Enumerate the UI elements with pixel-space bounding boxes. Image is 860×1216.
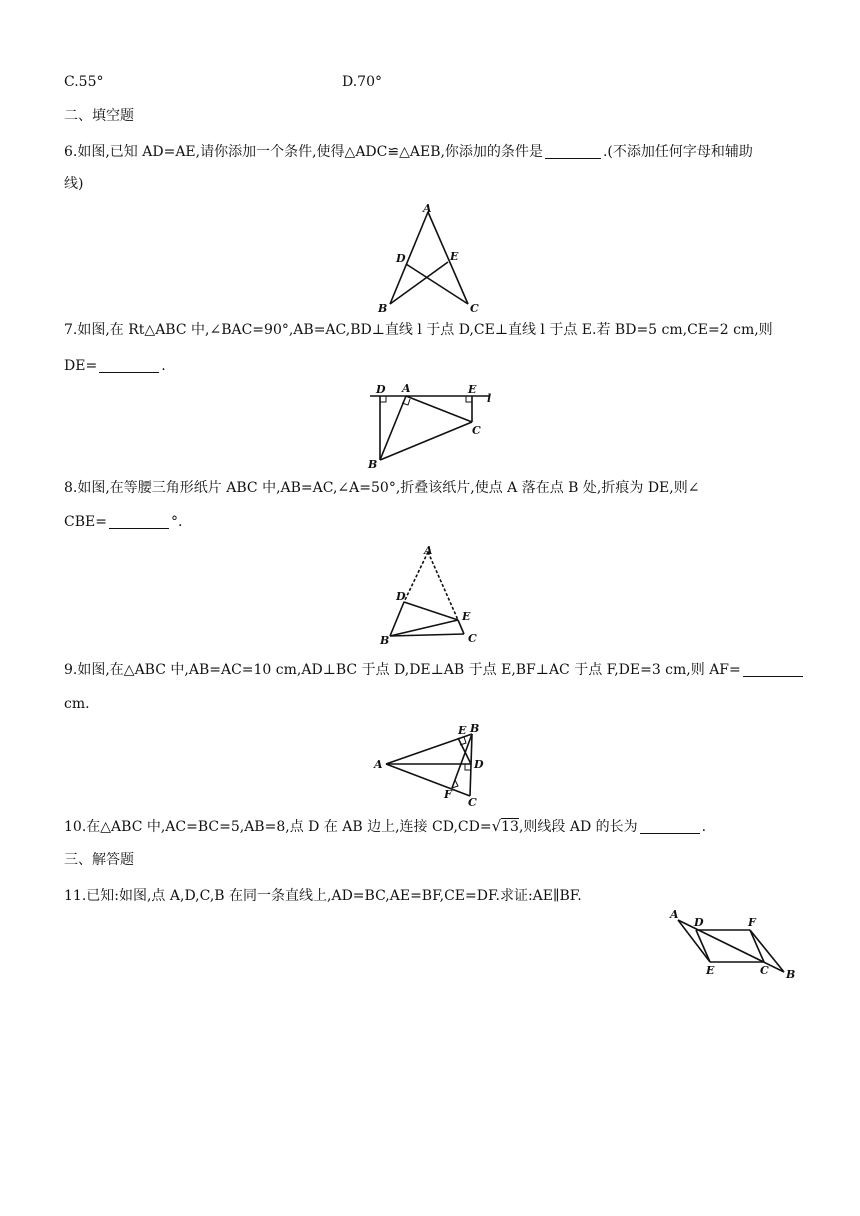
label-E: E <box>468 383 477 396</box>
option-d: D.70° <box>342 74 382 90</box>
label-C: C <box>760 964 769 977</box>
label-B: B <box>378 302 388 315</box>
label-l: l <box>487 392 492 405</box>
label-B: B <box>470 722 480 735</box>
question-6-text: 6.如图,已知 AD=AE,请你添加一个条件,使得△ADC≌△AEB,你添加的条件是 <box>64 144 543 160</box>
label-B: B <box>380 634 390 646</box>
figure-8 <box>376 540 486 646</box>
question-10 <box>64 816 706 837</box>
label-F: F <box>444 788 452 801</box>
answer-blank-6[interactable] <box>545 144 601 159</box>
answer-blank-7[interactable] <box>99 358 159 373</box>
label-C: C <box>472 424 481 437</box>
question-8-cont-tail: °. <box>170 514 183 530</box>
question-6 <box>64 142 753 162</box>
question-6-tail: .(不添加任何字母和辅助 <box>602 144 753 160</box>
label-C: C <box>468 796 477 809</box>
label-A: A <box>670 908 679 921</box>
segment-BE <box>390 620 458 636</box>
option-c: C.55° <box>64 74 104 90</box>
label-D: D <box>474 758 484 771</box>
label-E: E <box>458 724 467 737</box>
sqrt-symbol: √ <box>491 817 502 835</box>
segment-AC <box>406 396 472 422</box>
answer-blank-9[interactable] <box>743 662 803 677</box>
segment-AD-folded <box>404 552 428 602</box>
answer-blank-8[interactable] <box>109 514 169 529</box>
label-E: E <box>450 250 459 263</box>
question-7-cont <box>64 356 166 376</box>
label-B: B <box>786 968 796 981</box>
label-E: E <box>706 964 715 977</box>
label-A: A <box>374 758 383 771</box>
question-8: 8.如图,在等腰三角形纸片 ABC 中,AB=AC,∠A=50°,折叠该纸片,使点 A 落在点 B 处,折痕为 DE,则∠ <box>64 480 700 496</box>
label-E: E <box>462 610 471 623</box>
question-11: 11.已知:如图,点 A,D,C,B 在同一条直线上,AD=BC,AE=BF,CE=DF.求证:AE∥BF. <box>64 888 582 904</box>
question-9 <box>64 660 805 680</box>
label-C: C <box>470 302 479 315</box>
question-6-cont: 线) <box>64 176 84 192</box>
section-heading-fill-blank: 二、填空题 <box>64 108 134 124</box>
question-8-cont <box>64 512 182 532</box>
segment-AE-folded <box>428 552 458 620</box>
question-9-cont: cm. <box>64 696 90 712</box>
figure-6 <box>370 200 490 316</box>
question-7-cont-tail: . <box>161 358 166 374</box>
segment-DB <box>390 602 404 636</box>
segment-BC <box>390 634 464 636</box>
question-9-text: 9.如图,在△ABC 中,AB=AC=10 cm,AD⊥BC 于点 D,DE⊥AB 于点 E,BF⊥AC 于点 F,DE=3 cm,则 AF= <box>64 662 741 678</box>
sqrt-value: 13 <box>501 819 519 835</box>
label-D: D <box>376 383 386 396</box>
section-heading-solve: 三、解答题 <box>64 852 134 868</box>
question-7: 7.如图,在 Rt△ABC 中,∠BAC=90°,AB=AC,BD⊥直线 l 于点 D,CE⊥直线 l 于点 E.若 BD=5 cm,CE=2 cm,则 <box>64 322 773 338</box>
segment-AC <box>386 764 470 796</box>
label-C: C <box>468 632 477 645</box>
label-D: D <box>694 916 704 929</box>
answer-blank-10[interactable] <box>640 819 700 834</box>
label-A: A <box>424 544 433 557</box>
question-8-cont-pre: CBE= <box>64 514 107 530</box>
label-D: D <box>396 590 406 603</box>
figure-9 <box>370 718 500 810</box>
label-D: D <box>396 252 406 265</box>
question-10-post: ,则线段 AD 的长为 <box>518 819 638 835</box>
label-B: B <box>368 458 378 471</box>
question-7-cont-pre: DE= <box>64 358 98 374</box>
segment-DE <box>404 602 458 620</box>
label-F: F <box>748 916 756 929</box>
segment-BC <box>470 734 472 796</box>
question-10-pre: 10.在△ABC 中,AC=BC=5,AB=8,点 D 在 AB 边上,连接 CD,CD= <box>64 819 492 835</box>
question-10-tail: . <box>701 819 707 835</box>
figure-11 <box>664 906 800 982</box>
label-A: A <box>423 202 432 215</box>
figure-7 <box>362 380 502 472</box>
label-A: A <box>402 382 411 395</box>
